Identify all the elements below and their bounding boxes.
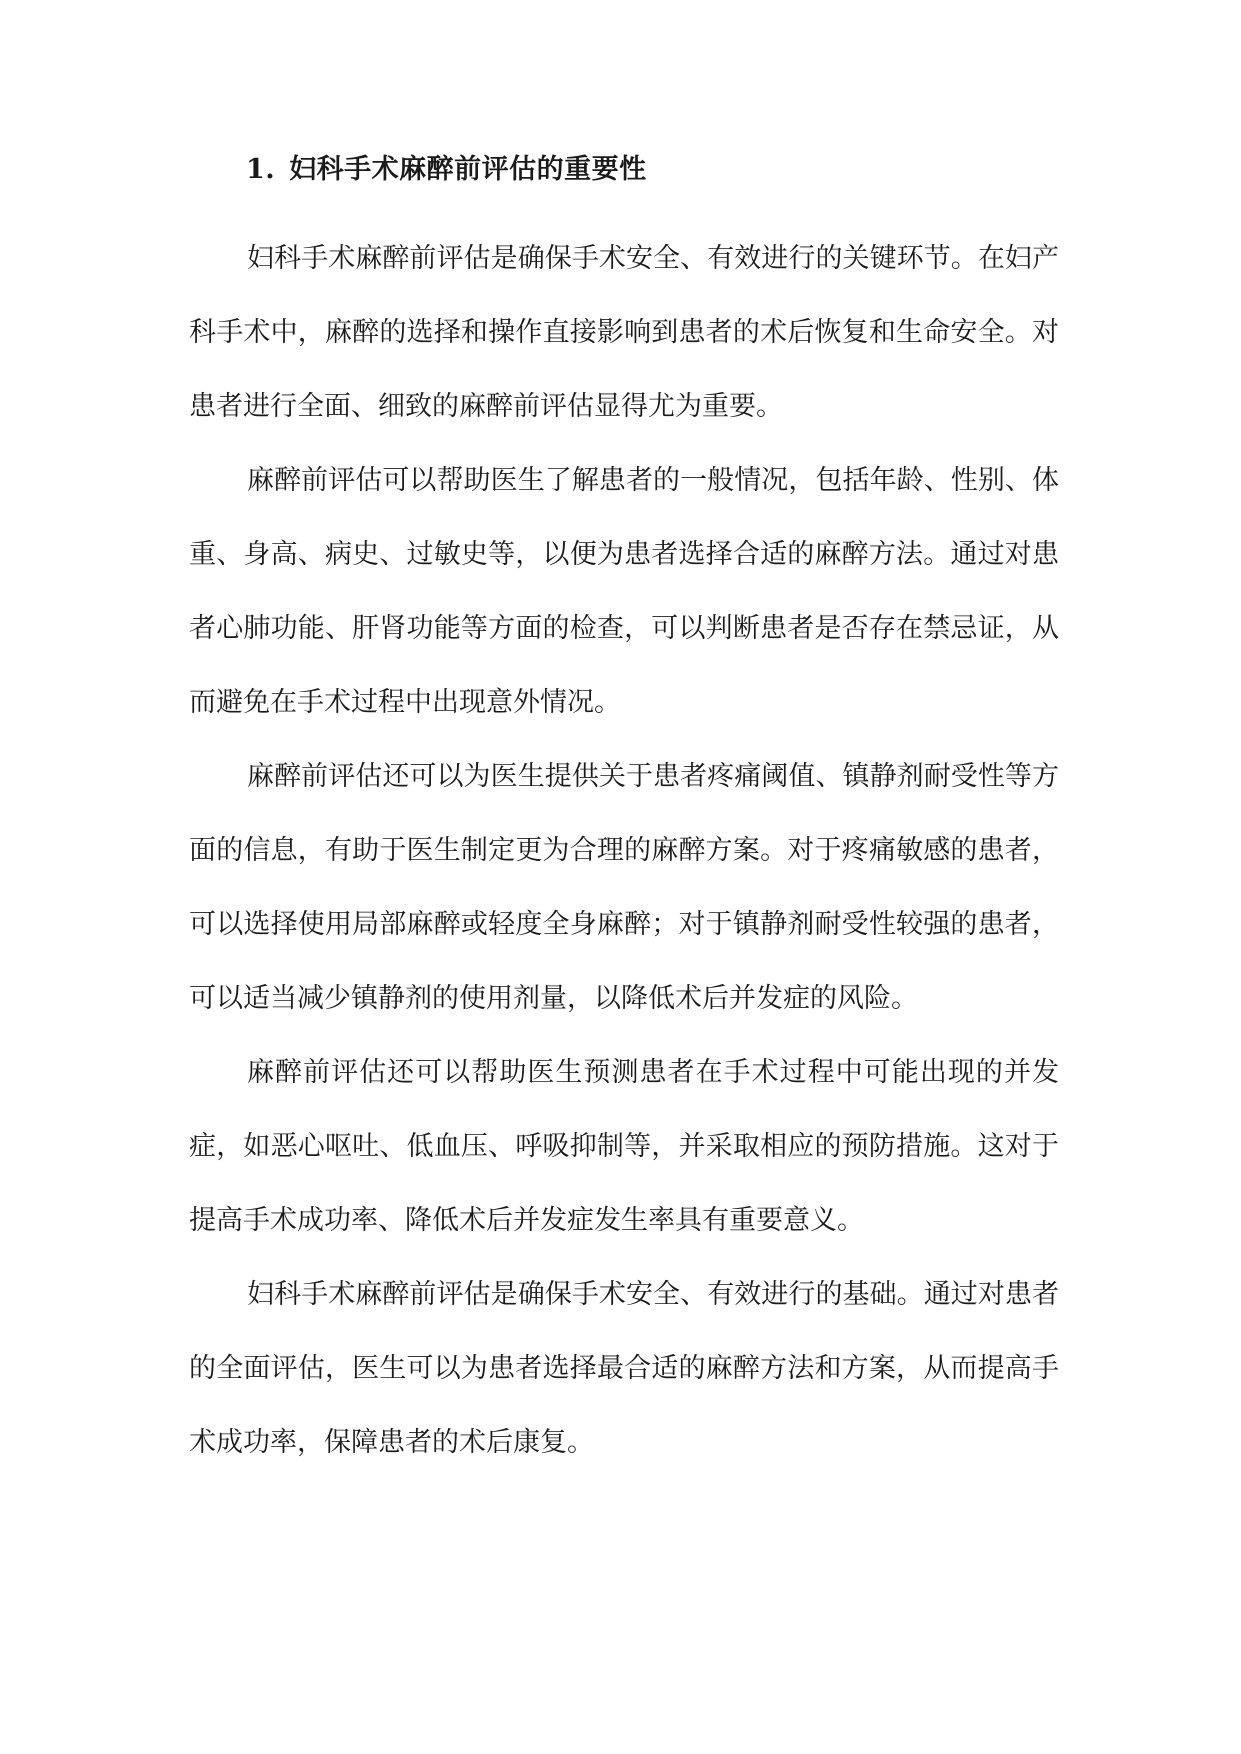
paragraph: 麻醉前评估还可以帮助医生预测患者在手术过程中可能出现的并发症，如恶心呕吐、低血压、呼吸抑制等，并采取相应的预防措施。这对于提高手术成功率、降低术后并发症发生率具有重要意义。 bbox=[189, 1057, 1059, 1236]
section-heading bbox=[246, 150, 647, 190]
section-number: 1. bbox=[246, 154, 276, 185]
section-title: 妇科手术麻醉前评估的重要性 bbox=[289, 154, 647, 185]
paragraph: 麻醉前评估可以帮助医生了解患者的一般情况，包括年龄、性别、体重、身高、病史、过敏史等，以便为患者选择合适的麻醉方法。通过对患者心肺功能、肝肾功能等方面的检查，可以判断患者是否存在禁忌证，从而避免在手术过程中出现意外情况。 bbox=[189, 465, 1059, 718]
paragraph: 麻醉前评估还可以为医生提供关于患者疼痛阈值、镇静剂耐受性等方面的信息，有助于医生制定更为合理的麻醉方案。对于疼痛敏感的患者，可以选择使用局部麻醉或轻度全身麻醉；对于镇静剂耐受性较强的患者，可以适当减少镇静剂的使用剂量，以降低术后并发症的风险。 bbox=[189, 761, 1059, 1014]
paragraph: 妇科手术麻醉前评估是确保手术安全、有效进行的关键环节。在妇产科手术中，麻醉的选择和操作直接影响到患者的术后恢复和生命安全。对患者进行全面、细致的麻醉前评估显得尤为重要。 bbox=[189, 243, 1059, 422]
body-text bbox=[189, 222, 1059, 1480]
paragraph: 妇科手术麻醉前评估是确保手术安全、有效进行的基础。通过对患者的全面评估，医生可以为患者选择最合适的麻醉方法和方案，从而提高手术成功率，保障患者的术后康复。 bbox=[189, 1279, 1059, 1458]
